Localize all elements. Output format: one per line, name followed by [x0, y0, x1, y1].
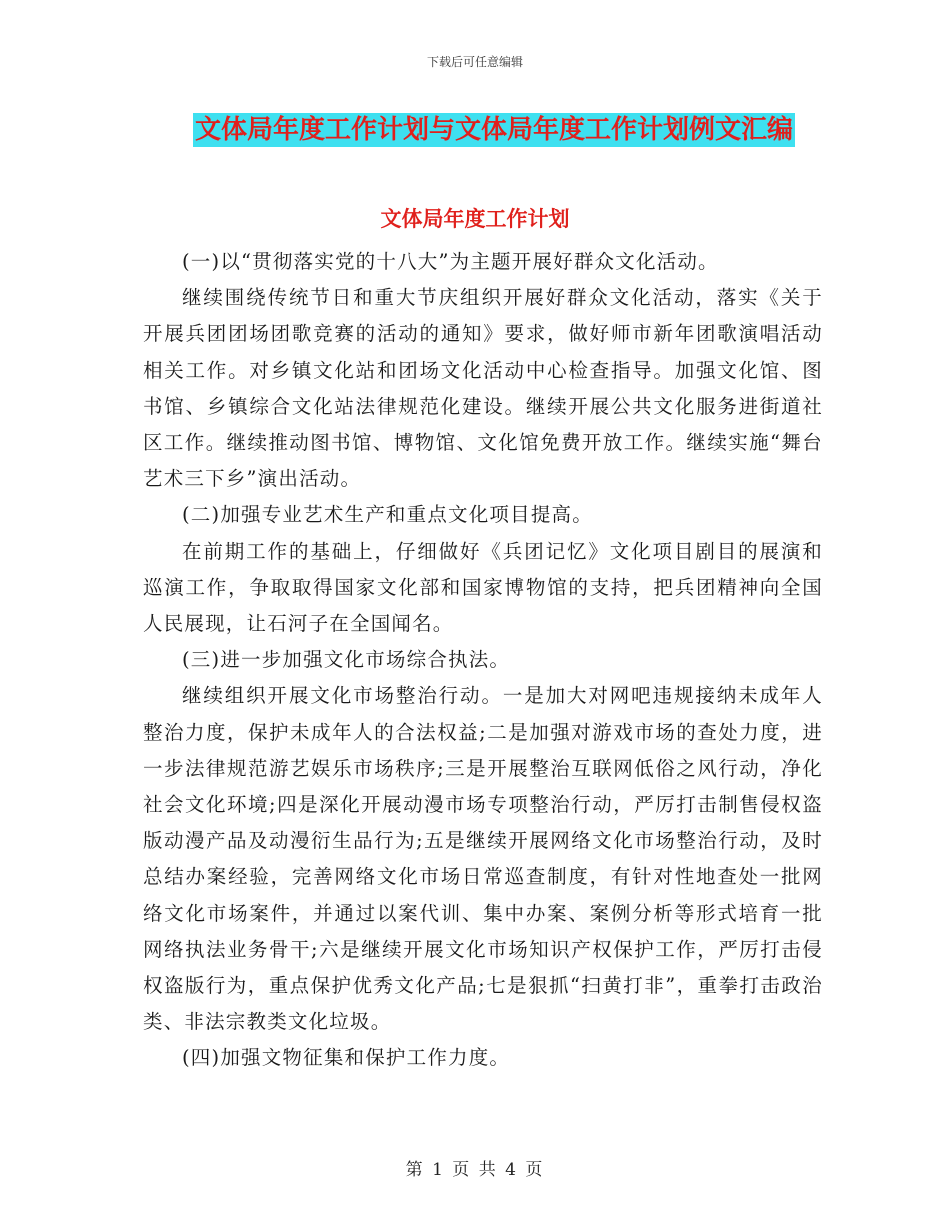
document-body	[143, 244, 823, 1077]
section-heading-1: (一)以“贯彻落实党的十八大”为主题开展好群众文化活动。	[182, 250, 719, 273]
page-number-footer: 第 1 页 共 4 页	[405, 1160, 545, 1180]
section-heading-2: (二)加强专业艺术生产和重点文化项目提高。	[182, 503, 593, 527]
document-sub-title: 文体局年度工作计划	[380, 207, 570, 231]
paragraph-3: 继续组织开展文化市场整治行动。一是加大对网吧违规接纳未成年人整治力度，保护未成年人的合法权益;二是加强对游戏市场的查处力度，进一步法律规范游艺娱乐市场秩序;三是开展整治互联网低俗之风行动，净化社会文化环境;四是深化开展动漫市场专项整治行动，严厉打击制售侵权盗版动漫产品及动漫衍生品行为;五是继续开展网络文化市场整治行动，及时总结办案经验，完善网络文化市场日常巡查制度，有针对性地查处一批网络文化市场案件，并通过以案代训、集中办案、案例分析等形式培育一批网络执法业务骨干;六是继续开展文化市场知识产权保护工作，严厉打击侵权盗版行为，重点保护优秀文化产品;七是狠抓“扫黄打非”，重拳打击政治类、非法宗教类文化垃圾。	[143, 684, 823, 1034]
paragraph-2: 在前期工作的基础上，仔细做好《兵团记忆》文化项目剧目的展演和巡演工作，争取取得国家文化部和国家博物馆的支持，把兵团精神向全国人民展现，让石河子在全国闻名。	[143, 539, 823, 636]
section-heading-4: (四)加强文物征集和保护工作力度。	[182, 1046, 511, 1070]
document-main-title: 文体局年度工作计划与文体局年度工作计划例文汇编	[195, 115, 794, 145]
header-note: 下载后可任意编辑	[426, 55, 523, 69]
section-heading-3: (三)进一步加强文化市场综合执法。	[182, 648, 511, 672]
paragraph-1: 继续围绕传统节日和重大节庆组织开展好群众文化活动，落实《关于开展兵团团场团歌竞赛的活动的通知》要求，做好师市新年团歌演唱活动相关工作。对乡镇文化站和团场文化活动中心检查指导。加强文化馆、图书馆、乡镇综合文化站法律规范化建设。继续开展公共文化服务进街道社区工作。继续推动图书馆、博物馆、文化馆免费开放工作。继续实施“舞台艺术三下乡”演出活动。	[143, 286, 823, 491]
